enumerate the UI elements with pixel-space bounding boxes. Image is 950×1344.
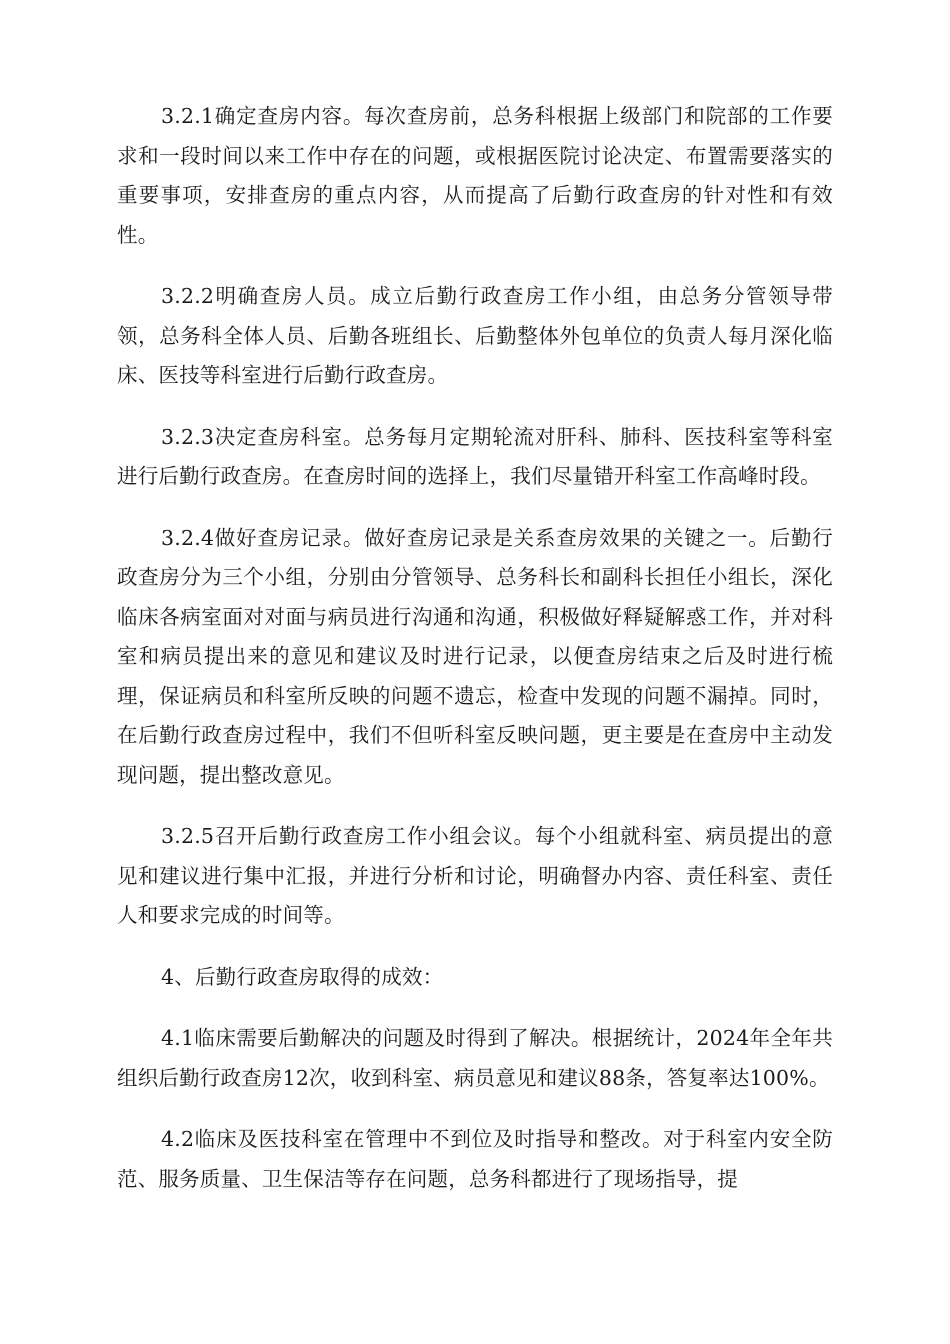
paragraph-4-2: 4.2临床及医技科室在管理中不到位及时指导和整改。对于科室内安全防范、服务质量、卫生保洁等存在问题，总务科都进行了现场指导，提 — [117, 1127, 833, 1191]
paragraph-3-2-3: 3.2.3决定查房科室。总务每月定期轮流对肝科、肺科、医技科室等科室进行后勤行政查房。在查房时间的选择上，我们尽量错开科室工作高峰时段。 — [117, 424, 833, 488]
paragraph-3-2-5: 3.2.5召开后勤行政查房工作小组会议。每个小组就科室、病员提出的意见和建议进行集中汇报，并进行分析和讨论，明确督办内容、责任科室、责任人和要求完成的时间等。 — [117, 824, 833, 927]
paragraph-3-2-4: 3.2.4做好查房记录。做好查房记录是关系查房效果的关键之一。后勤行政查房分为三个小组，分别由分管领导、总务科长和副科长担任小组长，深化临床各病室面对对面与病员进行沟通和沟通，积极做好释疑解惑工作，并对科室和病员提出来的意见和建议及时进行记录，以便查房结束之后及时进行梳理，保证病员和科室所反映的问题不遗忘，检查中发现的问题不漏掉。同时，在后勤行政查房过程中，我们不但听科室反映问题，更主要是在查房中主动发现问题，提出整改意见。 — [117, 525, 833, 787]
paragraph-4-1: 4.1临床需要后勤解决的问题及时得到了解决。根据统计，2024年全年共组织后勤行政查房12次，收到科室、病员意见和建议88条，答复率达100%。 — [117, 1026, 833, 1090]
paragraph-3-2-1: 3.2.1确定查房内容。每次查房前，总务科根据上级部门和院部的工作要求和一段时间以来工作中存在的问题，或根据医院讨论决定、布置需要落实的重要事项，安排查房的重点内容，从而提高了后勤行政查房的针对性和有效性。 — [117, 104, 833, 247]
document-body — [117, 97, 833, 1221]
section-heading-4: 4、后勤行政查房取得的成效： — [161, 964, 444, 989]
paragraph-3-2-2: 3.2.2明确查房人员。成立后勤行政查房工作小组，由总务分管领导带领，总务科全体人员、后勤各班组长、后勤整体外包单位的负责人每月深化临床、医技等科室进行后勤行政查房。 — [117, 284, 833, 387]
